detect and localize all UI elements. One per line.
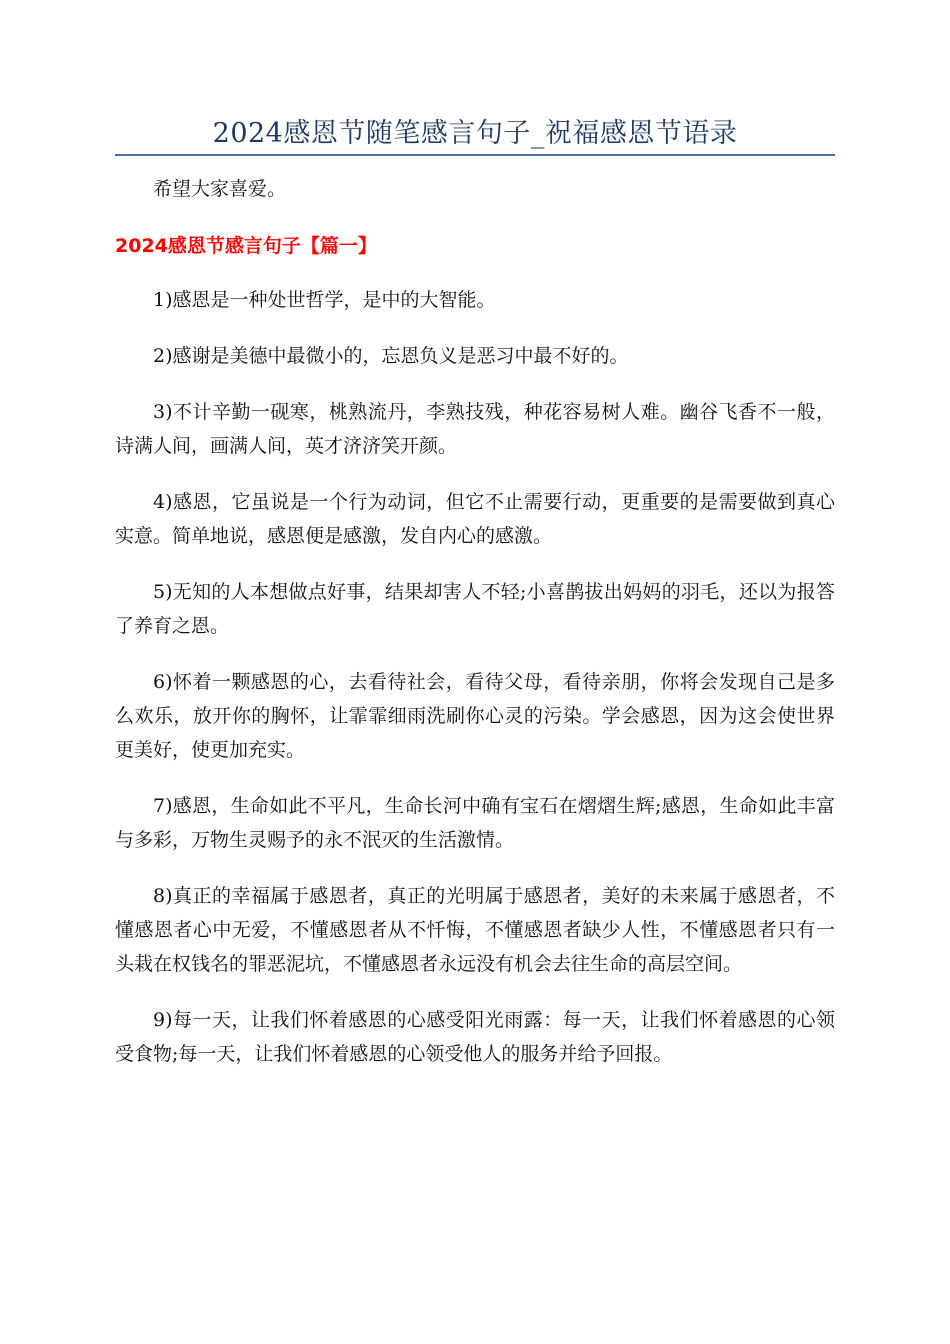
document-body (115, 172, 835, 1093)
quote-paragraph-7: 7)感恩，生命如此不平凡，生命长河中确有宝石在熠熠生辉;感恩，生命如此丰富与多彩，万物生灵赐予的永不泯灭的生活激情。 (115, 795, 835, 851)
intro-paragraph: 希望大家喜爱。 (153, 178, 287, 200)
section-heading: 2024感恩节感言句子【篇一】 (115, 235, 377, 257)
document-title: 2024感恩节随笔感言句子_祝福感恩节语录 (212, 118, 738, 149)
title-underline (115, 154, 835, 156)
quote-paragraph-1: 1)感恩是一种处世哲学，是中的大智能。 (153, 289, 496, 311)
quote-paragraph-8: 8)真正的幸福属于感恩者，真正的光明属于感恩者，美好的未来属于感恩者，不懂感恩者心中无爱，不懂感恩者从不忏悔，不懂感恩者缺少人性，不懂感恩者只有一头栽在权钱名的罪恶泥坑，不懂感恩者永远没有机会去往生命的高层空间。 (115, 885, 835, 975)
quote-paragraph-2: 2)感谢是美德中最微小的，忘恩负义是恶习中最不好的。 (153, 345, 629, 367)
quote-paragraph-3: 3)不计辛勤一砚寒，桃熟流丹，李熟技残，种花容易树人难。幽谷飞香不一般，诗满人间，画满人间，英才济济笑开颜。 (115, 401, 835, 457)
quote-paragraph-4: 4)感恩，它虽说是一个行为动词，但它不止需要行动，更重要的是需要做到真心实意。简单地说，感恩便是感激，发自内心的感激。 (115, 491, 835, 547)
quote-paragraph-6: 6)怀着一颗感恩的心，去看待社会，看待父母，看待亲朋，你将会发现自己是多么欢乐，放开你的胸怀，让霏霏细雨洗刷你心灵的污染。学会感恩，因为这会使世界更美好，使更加充实。 (115, 671, 835, 761)
quote-paragraph-9: 9)每一天，让我们怀着感恩的心感受阳光雨露：每一天，让我们怀着感恩的心领受食物;每一天，让我们怀着感恩的心领受他人的服务并给予回报。 (115, 1009, 835, 1065)
quote-paragraph-5: 5)无知的人本想做点好事，结果却害人不轻;小喜鹊拔出妈妈的羽毛，还以为报答了养育之恩。 (115, 581, 835, 637)
